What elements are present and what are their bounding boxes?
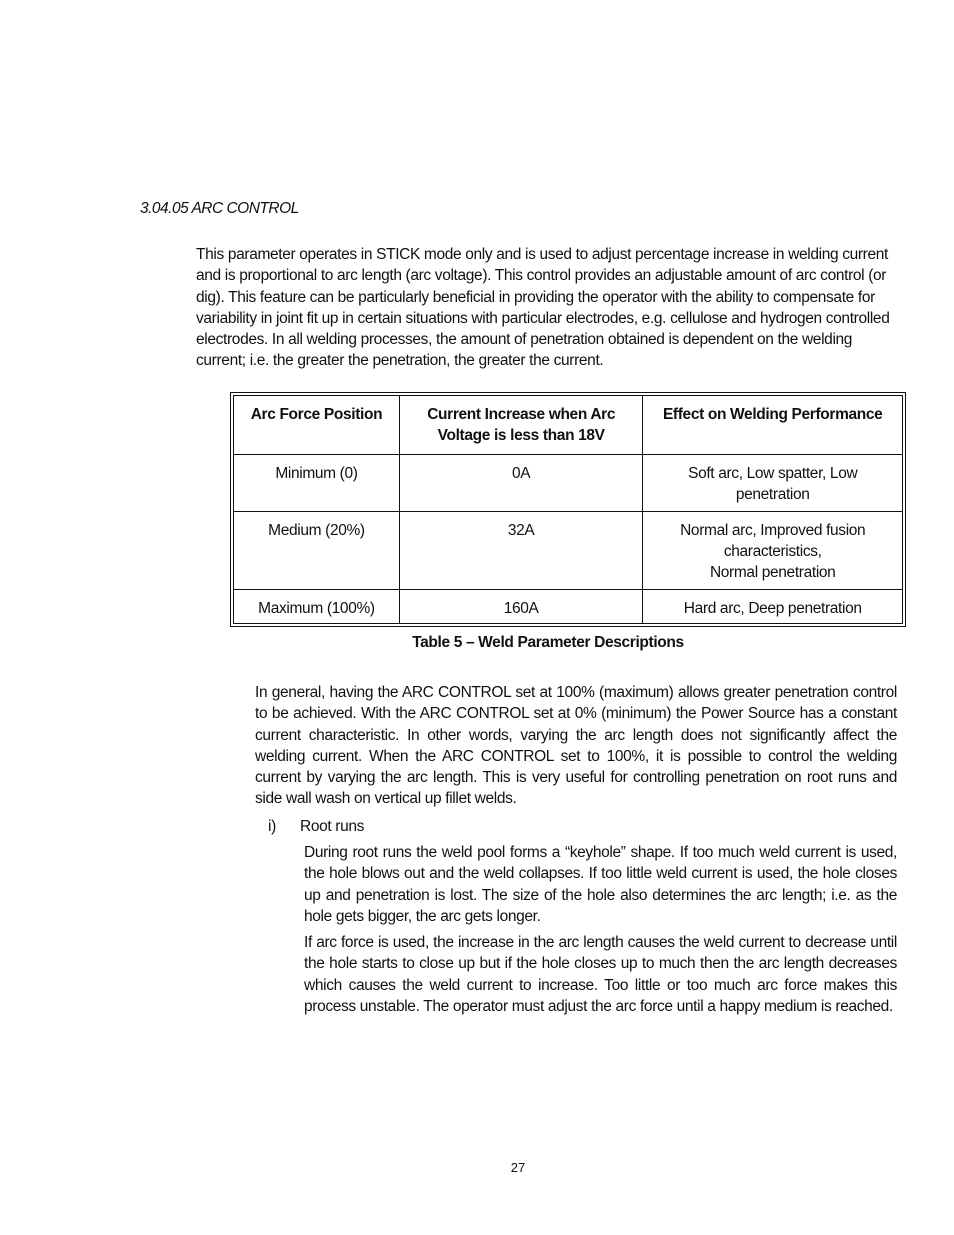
root-runs-paragraph-2: If arc force is used, the increase in the arc length causes the weld current to decrease until the hole starts to close up but if the hole closes up to much then the arc length decreases which causes the weld current to increase. Too little or too much arc force makes this process unstable. The operator must adjust the arc force until a happy medium is reached.: [304, 934, 897, 1015]
table-cell: 32A: [399, 512, 643, 590]
root-runs-paragraph-1: During root runs the weld pool forms a “keyhole” shape. If too much weld current is used, the hole blows out and the weld collapses. If too little weld current is used, the hole closes up and penetration is lost. The size of the hole also determines the arc length; i.e. as the hole gets bigger, the arc gets longer.: [304, 844, 897, 925]
list-number: i): [268, 818, 276, 835]
section-heading: 3.04.05 ARC CONTROL: [140, 200, 299, 217]
table-cell: Minimum (0): [234, 455, 400, 512]
table-cell: Medium (20%): [234, 512, 400, 590]
table-cell: 0A: [399, 455, 643, 512]
page-number: 27: [510, 1160, 526, 1175]
table-cell: Normal arc, Improved fusion characteristics, Normal penetration: [643, 512, 903, 590]
table-caption: Table 5 – Weld Parameter Descriptions: [412, 634, 684, 651]
table-header-effect: Effect on Welding Performance: [643, 396, 903, 455]
table-header-position: Arc Force Position: [234, 396, 400, 455]
list-title: Root runs: [300, 818, 365, 835]
weld-parameter-table: [230, 392, 906, 627]
table-header-current-increase: Current Increase when Arc Voltage is less than 18V: [399, 396, 643, 455]
table-cell: Hard arc, Deep penetration: [643, 590, 903, 624]
table-cell: Maximum (100%): [234, 590, 400, 624]
table-cell: 160A: [399, 590, 643, 624]
table-cell: Soft arc, Low spatter, Low penetration: [643, 455, 903, 512]
root-runs-item: [268, 816, 364, 837]
table-row: [234, 455, 903, 512]
table-row: [234, 512, 903, 590]
table-row: [234, 590, 903, 624]
intro-paragraph: This parameter operates in STICK mode only and is used to adjust percentage increase in welding current and is proportional to arc length (arc voltage). This control provides an adjustable amount of arc control (or dig). This feature can be particularly beneficial in providing the operator with the ability to compensate for variability in joint fit up in certain situations with particular electrodes, e.g. cellulose and hydrogen controlled electrodes. In all welding processes, the amount of penetration obtained is dependent on the welding current; i.e. the greater the penetration, the greater the current.: [196, 246, 890, 370]
general-paragraph: In general, having the ARC CONTROL set at 100% (maximum) allows greater penetration control to be achieved. With the ARC CONTROL set at 0% (minimum) the Power Source has a constant current characteristic. In other words, varying the arc length does not significantly affect the welding current. When the ARC CONTROL set to 100%, it is possible to control the welding current by varying the arc length. This is very useful for controlling penetration on root runs and side wall wash on vertical up fillet welds.: [255, 684, 897, 808]
